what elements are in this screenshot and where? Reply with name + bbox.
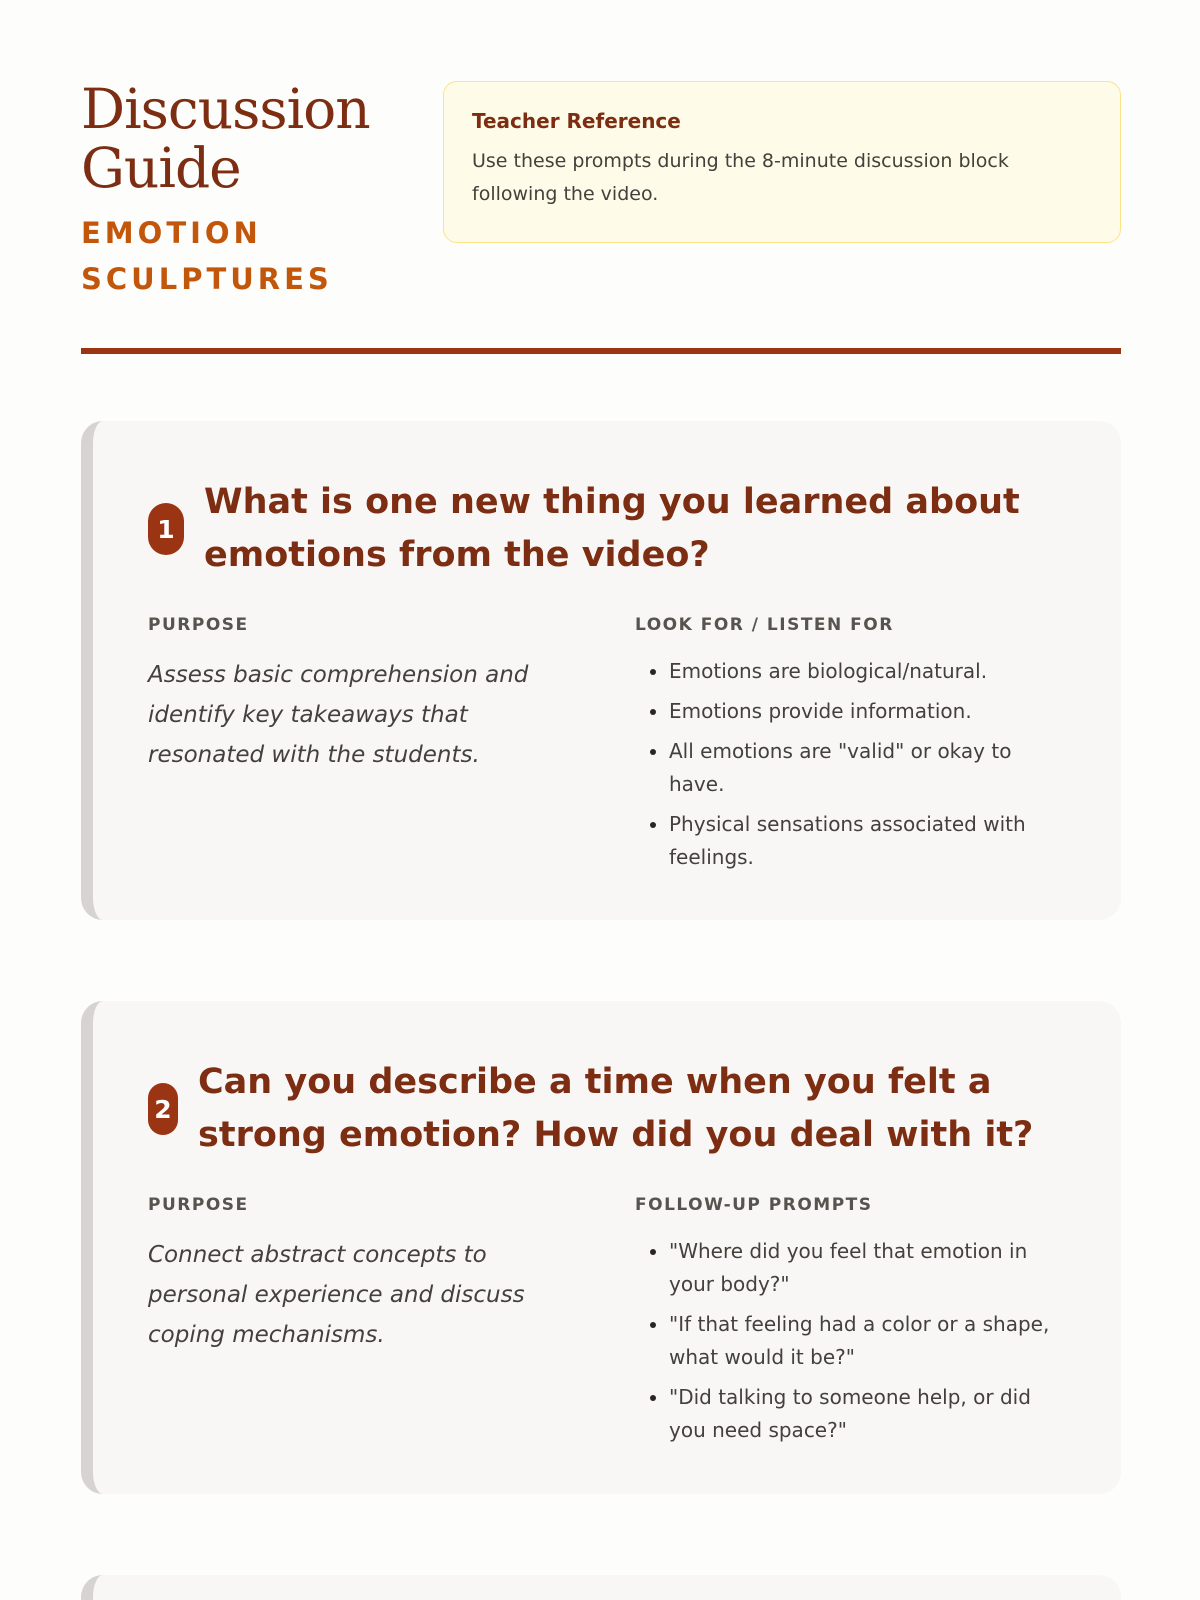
question-text: Can you describe a time when you felt a strong emotion? How did you deal with it? [198,1062,1034,1155]
purpose-column [148,1190,635,1454]
question-card-2 [81,1001,1121,1494]
question-heading [148,1056,1048,1162]
title-line-2: Guide [81,136,241,200]
purpose-label: PURPOSE [148,1195,249,1215]
follow-up-column [635,1190,1065,1454]
follow-up-list [635,1235,1065,1447]
purpose-column [148,610,635,881]
title-line-1: Discussion [81,77,370,141]
discussion-guide-page [81,0,1121,1442]
list-item: • "Where did you feel that emotion in your body?" [669,1235,1065,1301]
question-details [148,1190,1067,1454]
purpose-label: PURPOSE [148,615,249,635]
header-divider [81,348,1121,354]
list-item: • Emotions are biological/natural. [669,655,1065,688]
question-details [148,610,1067,881]
question-number-badge: 1 [148,503,184,555]
question-number-badge: 2 [148,1083,178,1135]
purpose-text: Assess basic comprehension and identify key takeaways that resonated with the students. [148,662,529,768]
teacher-reference-title: Teacher Reference [472,109,681,133]
title-block [81,77,401,302]
header [81,0,1121,354]
look-for-column [635,610,1065,881]
question-card-1 [81,421,1121,920]
list-item: • "If that feeling had a color or a shape, what would it be?" [669,1308,1065,1374]
question-heading [148,476,1048,582]
list-item: • All emotions are "valid" or okay to have. [669,735,1065,801]
subtitle-line-2: SCULPTURES [81,262,333,296]
list-item: • Physical sensations associated with feelings. [669,808,1065,874]
teacher-reference-box [443,81,1121,243]
look-for-label: LOOK FOR / LISTEN FOR [635,615,894,635]
purpose-text: Connect abstract concepts to personal experience and discuss coping mechanisms. [148,1242,525,1348]
list-item: • "Did talking to someone help, or did you need space?" [669,1381,1065,1447]
teacher-reference-text: Use these prompts during the 8-minute discussion block following the video. [472,150,1009,205]
subtitle-line-1: EMOTION [81,216,262,250]
page-title [81,77,401,200]
question-text: What is one new thing you learned about emotions from the video? [204,482,1020,575]
page-subtitle [81,210,401,302]
look-for-list [635,655,1065,874]
follow-up-label: FOLLOW-UP PROMPTS [635,1195,873,1215]
question-card-3 [81,1575,1121,1600]
list-item: • Emotions provide information. [669,695,1065,728]
